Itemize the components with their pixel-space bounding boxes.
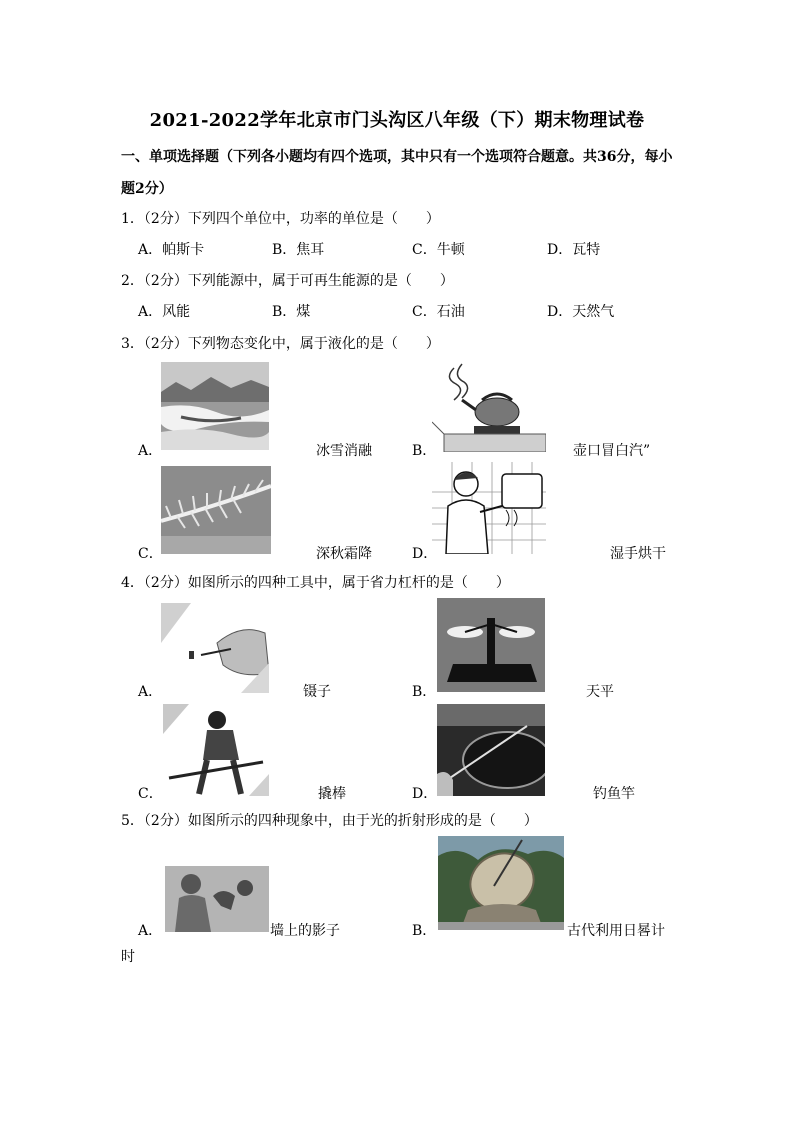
question-2-option-d: D．天然气 (547, 304, 615, 320)
question-2-option-b: B．煤 (272, 304, 311, 320)
question-5-option-b-caption-wrap: 时 (121, 949, 135, 965)
question-4-stem: 4．（2分）如图所示的四种工具中，属于省力杠杆的是（ ） (121, 575, 510, 591)
question-1-stem: 1．（2分）下列四个单位中，功率的单位是（ ） (121, 211, 440, 227)
question-3-stem: 3．（2分）下列物态变化中，属于液化的是（ ） (121, 336, 440, 352)
tweezers-photo (161, 603, 269, 693)
crowbar-photo (163, 704, 269, 796)
question-4-option-d-letter: D． (412, 786, 438, 802)
question-3-option-c-caption: 深秋霜降 (316, 546, 372, 562)
hand-dryer-drawing (432, 462, 546, 554)
question-5-option-a-letter: A． (138, 923, 163, 939)
question-4-option-c-caption: 撬棒 (318, 786, 346, 802)
question-5-option-b-letter: B． (412, 923, 437, 939)
question-5-option-a-caption: 墙上的影子 (270, 923, 340, 939)
question-4-option-d-caption: 钓鱼竿 (593, 786, 635, 802)
question-3-option-c-letter: C． (138, 546, 163, 562)
question-2-option-a: A．风能 (138, 304, 191, 320)
question-1-option-b: B．焦耳 (272, 242, 325, 258)
question-2-stem: 2．（2分）下列能源中，属于可再生能源的是（ ） (121, 273, 454, 289)
frost-branch-photo (161, 466, 271, 554)
question-3-option-d-letter: D． (412, 546, 438, 562)
sundial-photo (438, 836, 564, 930)
question-5-stem: 5．（2分）如图所示的四种现象中，由于光的折射形成的是（ ） (121, 813, 538, 829)
question-3-option-a-letter: A． (138, 443, 163, 459)
question-1-option-a: A．帕斯卡 (138, 242, 205, 258)
question-4-option-b-caption: 天平 (586, 684, 614, 700)
question-3-option-d-caption: 湿手烘干 (610, 546, 666, 562)
question-3-option-b-letter: B． (412, 443, 437, 459)
section-heading-line2: 题2分） (121, 181, 173, 197)
melting-snow-photo (161, 362, 269, 450)
question-1-option-d: D．瓦特 (547, 242, 601, 258)
fishing-rod-photo (437, 704, 545, 796)
question-2-option-c: C．石油 (412, 304, 465, 320)
question-4-option-a-letter: A． (138, 684, 163, 700)
wall-shadow-photo (165, 866, 269, 932)
question-4-option-c-letter: C． (138, 786, 163, 802)
question-3-option-b-caption: 壶口冒白汽” (573, 443, 651, 459)
question-4-option-a-caption: 镊子 (303, 684, 331, 700)
question-3-option-a-caption: 冰雪消融 (316, 443, 372, 459)
kettle-steam-drawing (432, 360, 546, 452)
section-heading-line1: 一、单项选择题（下列各小题均有四个选项，其中只有一个选项符合题意。共36分，每小 (121, 149, 673, 165)
question-4-option-b-letter: B． (412, 684, 437, 700)
page-title: 2021-2022学年北京市门头沟区八年级（下）期末物理试卷 (149, 110, 645, 131)
question-1-option-c: C．牛顿 (412, 242, 465, 258)
balance-scale-photo (437, 598, 545, 692)
question-5-option-b-caption: 古代利用日晷计 (567, 923, 665, 939)
